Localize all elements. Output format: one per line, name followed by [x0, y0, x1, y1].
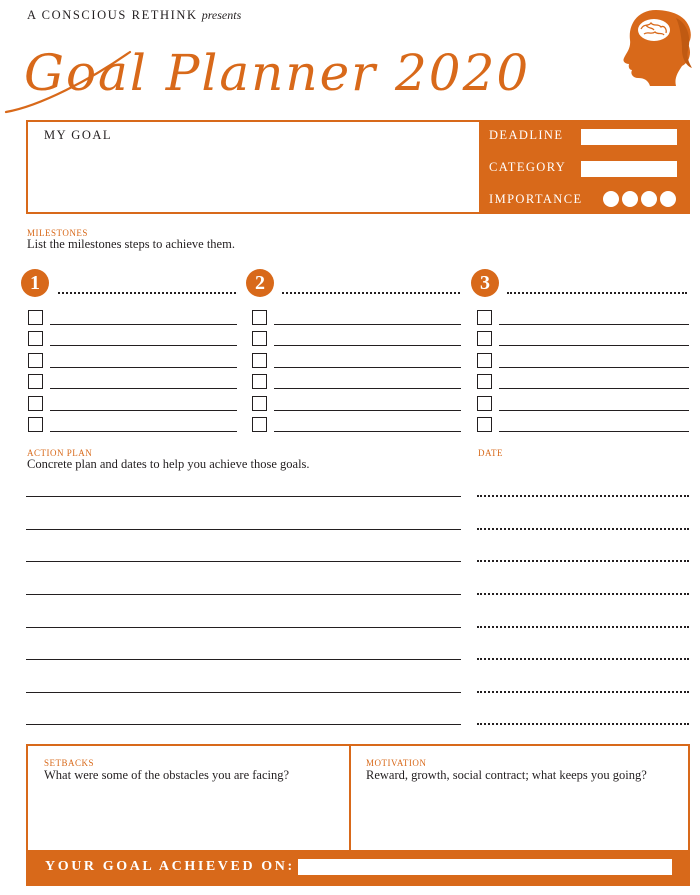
importance-dot[interactable] — [641, 191, 657, 207]
milestone-checkbox[interactable] — [477, 331, 492, 346]
milestone-step-line[interactable] — [50, 388, 237, 389]
importance-label: IMPORTANCE — [489, 192, 583, 206]
milestone-checkbox[interactable] — [28, 417, 43, 432]
milestone-checkbox[interactable] — [252, 310, 267, 325]
action-plan-line[interactable] — [26, 496, 461, 497]
milestone-step-line[interactable] — [50, 431, 237, 432]
milestone-title-line[interactable] — [58, 292, 236, 294]
setbacks-description: What were some of the obstacles you are facing? — [44, 768, 290, 782]
date-line[interactable] — [477, 593, 689, 595]
milestone-title-line[interactable] — [507, 292, 687, 294]
milestone-checkbox[interactable] — [477, 310, 492, 325]
milestone-checkbox[interactable] — [28, 374, 43, 389]
action-plan-line[interactable] — [26, 529, 461, 530]
milestone-checkbox[interactable] — [477, 417, 492, 432]
milestone-step-line[interactable] — [274, 388, 461, 389]
milestone-checkbox[interactable] — [28, 331, 43, 346]
goal-achieved-bar — [28, 850, 688, 884]
milestone-step-line[interactable] — [50, 324, 237, 325]
brand-line — [27, 8, 241, 23]
milestone-step-line[interactable] — [50, 345, 237, 346]
motivation-label: MOTIVATION — [366, 758, 427, 768]
milestone-checkbox[interactable] — [252, 331, 267, 346]
goal-details-panel — [479, 122, 688, 212]
milestone-checkbox[interactable] — [477, 396, 492, 411]
action-plan-line[interactable] — [26, 659, 461, 660]
setbacks-label: SETBACKS — [44, 758, 95, 768]
milestone-checkbox[interactable] — [252, 374, 267, 389]
milestone-checkbox[interactable] — [477, 374, 492, 389]
my-goal-area[interactable] — [28, 122, 479, 212]
milestone-checkbox[interactable] — [252, 353, 267, 368]
date-line[interactable] — [477, 723, 689, 725]
head-with-brain-icon — [618, 6, 694, 90]
motivation-description: Reward, growth, social contract; what keeps you going? — [366, 768, 647, 782]
category-label: CATEGORY — [489, 160, 567, 174]
brand-presents: presents — [201, 8, 242, 22]
deadline-label: DEADLINE — [489, 128, 564, 142]
milestone-step-line[interactable] — [50, 367, 237, 368]
milestone-number: 2 — [246, 269, 274, 297]
reflection-box — [26, 744, 690, 886]
milestone-checkbox[interactable] — [28, 396, 43, 411]
milestone-step-line[interactable] — [274, 410, 461, 411]
date-line[interactable] — [477, 495, 689, 497]
milestone-step-line[interactable] — [499, 410, 689, 411]
date-line[interactable] — [477, 691, 689, 693]
milestone-step-line[interactable] — [274, 324, 461, 325]
brand-name: A CONSCIOUS RETHINK — [27, 8, 198, 22]
milestone-step-line[interactable] — [274, 345, 461, 346]
milestone-number: 1 — [21, 269, 49, 297]
goal-box — [26, 120, 690, 214]
action-plan-line[interactable] — [26, 627, 461, 628]
milestone-step-line[interactable] — [499, 388, 689, 389]
action-plan-line[interactable] — [26, 724, 461, 725]
page-title-text: Goal Planner 2020 — [24, 44, 531, 102]
page-title — [0, 28, 600, 120]
milestone-step-line[interactable] — [499, 431, 689, 432]
date-label: DATE — [478, 448, 503, 458]
milestone-number: 3 — [471, 269, 499, 297]
action-plan-label: ACTION PLAN — [27, 448, 93, 458]
action-plan-line[interactable] — [26, 692, 461, 693]
milestone-step-line[interactable] — [499, 345, 689, 346]
date-line[interactable] — [477, 658, 689, 660]
milestones-label: MILESTONES — [27, 228, 88, 238]
action-plan-line[interactable] — [26, 594, 461, 595]
importance-rating — [603, 191, 676, 207]
milestone-checkbox[interactable] — [28, 353, 43, 368]
goal-achieved-label: YOUR GOAL ACHIEVED ON: — [45, 859, 295, 874]
date-line[interactable] — [477, 626, 689, 628]
date-line[interactable] — [477, 528, 689, 530]
milestone-title-line[interactable] — [282, 292, 460, 294]
milestone-checkbox[interactable] — [252, 396, 267, 411]
date-line[interactable] — [477, 560, 689, 562]
milestone-step-line[interactable] — [274, 367, 461, 368]
goal-achieved-field[interactable] — [298, 859, 672, 875]
milestone-step-line[interactable] — [499, 324, 689, 325]
milestone-checkbox[interactable] — [28, 310, 43, 325]
milestone-step-line[interactable] — [274, 431, 461, 432]
my-goal-label: MY GOAL — [44, 128, 113, 142]
deadline-field[interactable] — [581, 129, 677, 145]
importance-dot[interactable] — [660, 191, 676, 207]
importance-dot[interactable] — [622, 191, 638, 207]
action-plan-line[interactable] — [26, 561, 461, 562]
milestone-step-line[interactable] — [50, 410, 237, 411]
reflection-divider — [349, 746, 351, 850]
milestone-checkbox[interactable] — [477, 353, 492, 368]
milestone-step-line[interactable] — [499, 367, 689, 368]
action-plan-description: Concrete plan and dates to help you achieve those goals. — [27, 457, 310, 471]
milestones-description: List the milestones steps to achieve them. — [27, 237, 235, 251]
milestone-checkbox[interactable] — [252, 417, 267, 432]
category-field[interactable] — [581, 161, 677, 177]
importance-dot[interactable] — [603, 191, 619, 207]
